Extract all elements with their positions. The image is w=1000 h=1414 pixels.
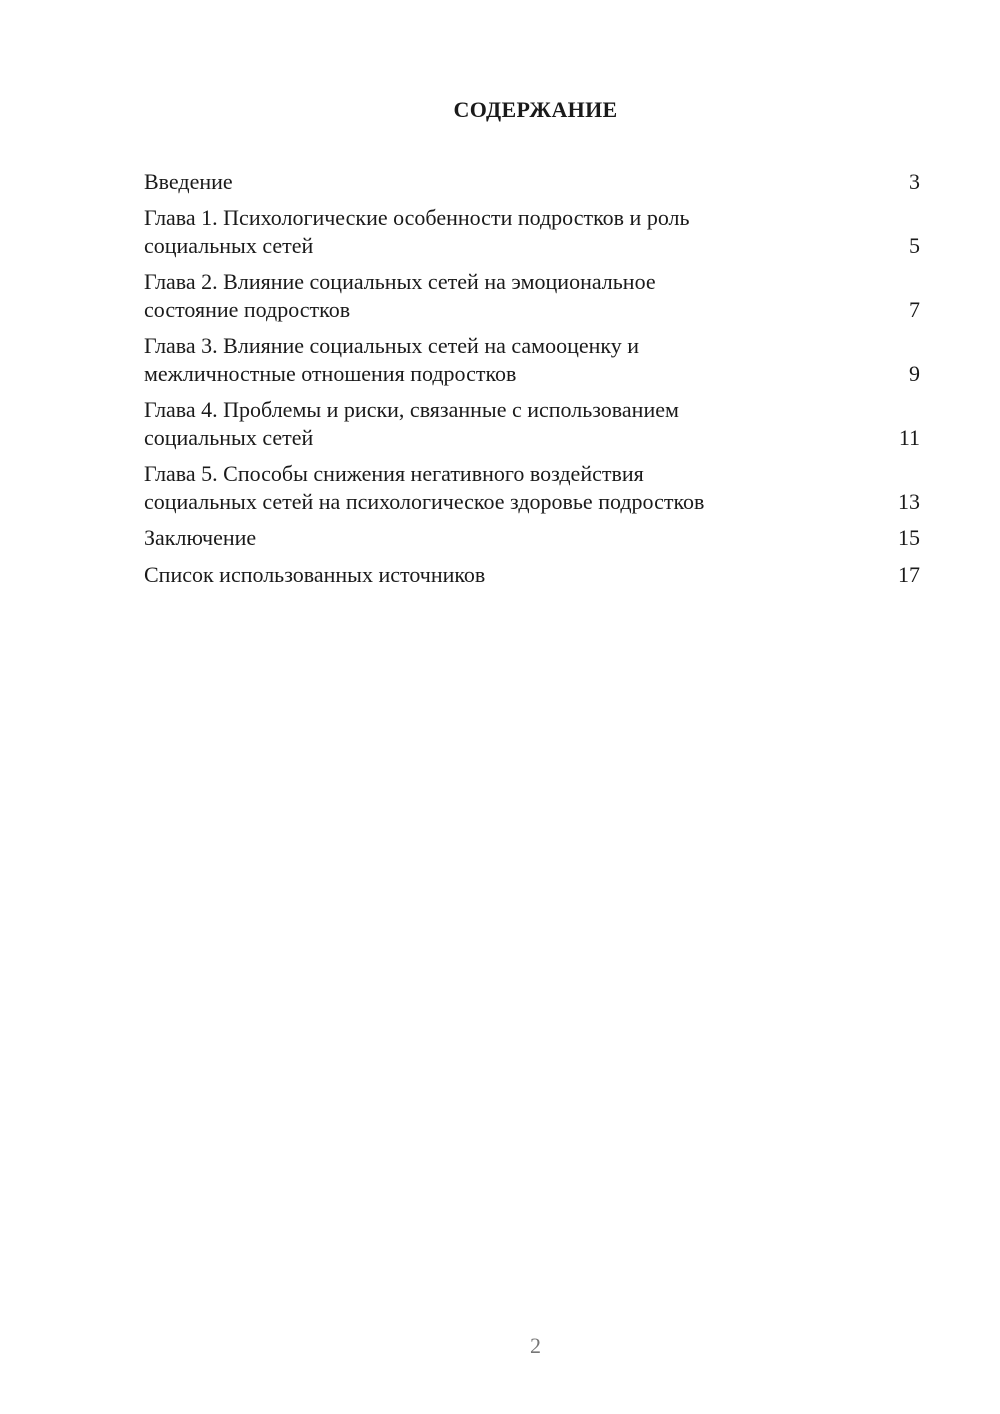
toc-entry-page: 11 (898, 425, 920, 450)
toc-entry-line: Заключение (144, 525, 257, 550)
page-number: 2 (530, 1333, 541, 1358)
toc-entry-page: 9 (909, 361, 920, 386)
toc-entry-line: социальных сетей (144, 233, 314, 258)
toc-entry-chapter-5[interactable] (144, 460, 920, 516)
toc-entry-line: межличностные отношения подростков (144, 361, 517, 386)
toc-entry-line: Глава 4. Проблемы и риски, связанные с использованием (144, 397, 679, 422)
toc-entry-page: 3 (909, 169, 920, 194)
toc-entry-chapter-1[interactable] (144, 204, 920, 260)
toc-entry-introduction[interactable] (144, 168, 920, 196)
toc-entry-line: состояние подростков (144, 297, 351, 322)
toc-entry-chapter-2[interactable] (144, 268, 920, 324)
toc-entry-title (144, 268, 890, 324)
toc-entry-title (144, 204, 890, 260)
toc-entry-line: Глава 2. Влияние социальных сетей на эмоциональное (144, 269, 656, 294)
toc-entry-line: социальных сетей (144, 425, 314, 450)
toc-entry-line: Список использованных источников (144, 562, 486, 587)
page-title: СОДЕРЖАНИЕ (453, 97, 618, 122)
toc-entry-line: Введение (144, 169, 233, 194)
toc-entry-page: 15 (898, 525, 920, 550)
toc-entry-line: Глава 3. Влияние социальных сетей на самооценку и (144, 333, 640, 358)
toc-entry-page: 5 (909, 233, 920, 258)
toc-entry-conclusion[interactable] (144, 524, 920, 552)
toc-entry-line: социальных сетей на психологическое здоровье подростков (144, 489, 705, 514)
toc-entry-page: 13 (898, 489, 920, 514)
toc-entry-title (144, 332, 890, 388)
toc-entry-references[interactable] (144, 561, 920, 589)
toc-entry-line: Глава 5. Способы снижения негативного воздействия (144, 461, 644, 486)
toc-entry-line: Глава 1. Психологические особенности подростков и роль (144, 205, 690, 230)
toc-entry-title (144, 524, 890, 552)
toc-entry-page: 7 (909, 297, 920, 322)
toc-entry-chapter-4[interactable] (144, 396, 920, 452)
toc-entry-chapter-3[interactable] (144, 332, 920, 388)
table-of-contents (144, 168, 920, 597)
toc-entry-title (144, 460, 890, 516)
toc-entry-title (144, 168, 890, 196)
toc-entry-title (144, 561, 890, 589)
toc-entry-page: 17 (898, 562, 920, 587)
toc-entry-title (144, 396, 890, 452)
